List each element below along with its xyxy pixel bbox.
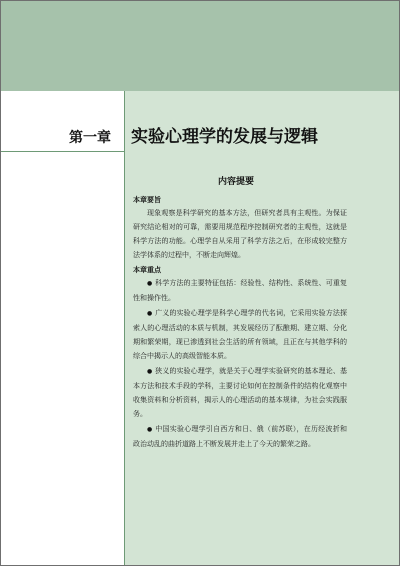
chapter-number: 第一章	[69, 130, 111, 146]
bullet-icon: ●	[147, 310, 153, 317]
key-point-item	[133, 364, 347, 421]
bullet-icon: ●	[147, 280, 153, 287]
key-point-item	[133, 422, 347, 451]
purpose-paragraph: 现象观察是科学研究的基本方法，但研究者具有主观性。为保证研究结论相对的可靠，需要用规范程序控制研究者的主观性，这就是科学方法的功能。心理学自从采用了科学方法之后，在形成较完整方法学体系的过程中，不断走向辉煌。	[133, 209, 347, 259]
key-point-item	[133, 276, 347, 305]
key-point-text: 狭义的实验心理学，就是关于心理学实验研究的基本理论、基本方法和技术手段的学科，主要讨论如何在控制条件的结构化观察中收集资料和分析资料，揭示人的心理活动的基本规律，为社会实践服务。	[133, 367, 347, 418]
summary-heading: 内容提要	[217, 177, 254, 187]
key-point-text: 广义的实验心理学是科学心理学的代名词，它采用实验方法探索人的心理活动的本质与机制，其发展经历了酝酿期、建立期、分化期和繁荣期，现已渗透到社会生活的所有领域，且正在与其他学科的综合中揭示人的高级智能本质。	[133, 309, 347, 360]
title-underline	[1, 151, 125, 152]
key-point-item	[133, 306, 347, 363]
bullet-icon: ●	[147, 426, 153, 433]
key-point-text: 中国实验心理学引自西方和日、俄（前苏联），在历经波折和政治动乱的曲折道路上不断发展并走上了今天的繁荣之路。	[133, 425, 347, 448]
key-points-heading: 本章重点	[133, 265, 161, 274]
chapter-title: 实验心理学的发展与逻辑	[131, 127, 318, 147]
header-band	[1, 1, 399, 91]
purpose-heading: 本章要旨	[133, 195, 161, 204]
bullet-icon: ●	[147, 368, 153, 375]
key-point-text: 科学方法的主要特征包括：经验性、结构性、系统性、可重复性和操作性。	[133, 279, 347, 302]
summary-section	[125, 175, 347, 451]
